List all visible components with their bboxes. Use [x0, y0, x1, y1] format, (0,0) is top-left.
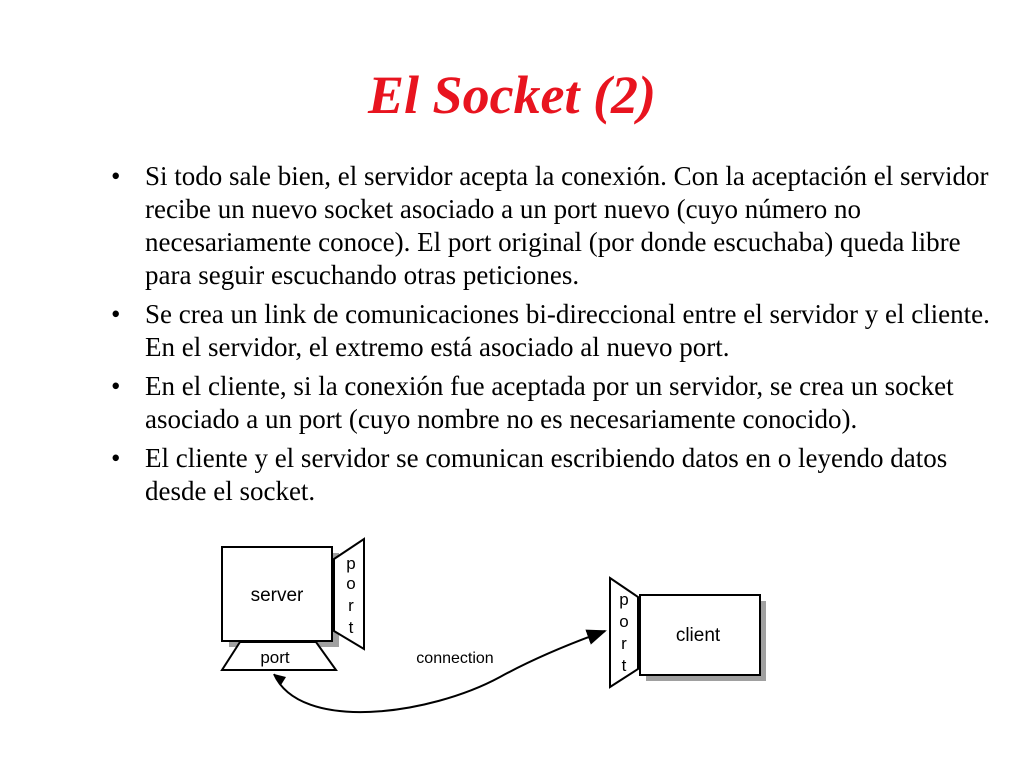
server-port-bottom-label: port — [260, 648, 290, 667]
bullet-item-2 — [111, 298, 996, 364]
bullet-text-2: Se crea un link de comunicaciones bi-direccional entre el servidor y el cliente. En el servidor, el extremo está asociado al nuevo port. — [145, 299, 990, 362]
bullet-dot: • — [111, 299, 121, 329]
bullet-dot: • — [111, 443, 121, 473]
socket-diagram — [200, 535, 800, 720]
server-port-bottom — [222, 642, 336, 670]
client-port-letter: t — [621, 656, 627, 675]
server-port-letter: r — [348, 596, 354, 615]
bullet-list — [111, 160, 996, 514]
slide-title: El Socket (2) — [368, 65, 656, 125]
client-port-letter: r — [621, 634, 627, 653]
server-port-letter: p — [346, 554, 356, 573]
server-port-right — [334, 539, 364, 649]
bullet-dot: • — [111, 161, 121, 191]
bullet-item-3 — [111, 370, 996, 436]
server-port-letter: t — [348, 618, 354, 637]
server-port-letter: o — [346, 574, 356, 593]
client-port-letter: p — [619, 590, 629, 609]
connection-label: connection — [416, 650, 494, 667]
bullet-text-3: En el cliente, si la conexión fue aceptada por un servidor, se crea un socket asociado a un port (cuyo nombre no es necesariamente conocido). — [145, 371, 954, 434]
server-label: server — [250, 585, 304, 606]
bullet-item-4 — [111, 442, 996, 508]
bullet-text-1: Si todo sale bien, el servidor acepta la conexión. Con la aceptación el servidor recibe un nuevo socket asociado a un port nuevo (cuyo número no necesariamente conoce). El port original (por donde escuchaba) queda libre para seguir escuchando otras peticiones. — [145, 161, 989, 290]
client-box — [640, 595, 766, 681]
bullet-dot: • — [111, 371, 121, 401]
client-label: client — [675, 625, 721, 646]
client-port-letter: o — [619, 612, 629, 631]
client-port — [610, 578, 638, 687]
bullet-text-4: El cliente y el servidor se comunican escribiendo datos en o leyendo datos desde el socket. — [145, 443, 948, 506]
server-box — [222, 547, 339, 647]
bullet-item-1 — [111, 160, 996, 292]
